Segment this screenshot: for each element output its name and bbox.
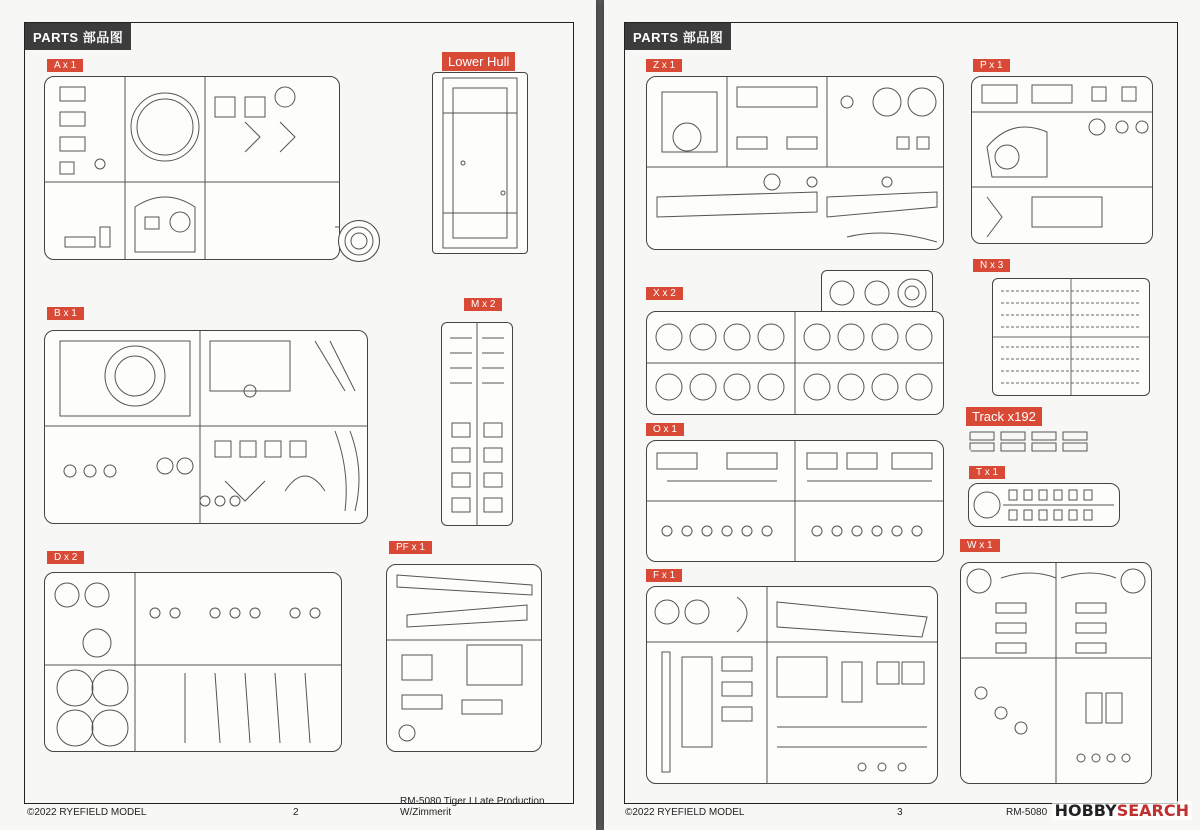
sprue-pf — [386, 564, 542, 752]
hobbysearch-watermark — [1052, 801, 1192, 820]
sprue-b-drawing — [45, 331, 367, 523]
sprue-m-label: M x 2 — [464, 298, 502, 311]
left-parts-header: PARTS 部品图 — [25, 23, 131, 50]
sprue-x-top — [821, 270, 933, 316]
sprue-a-label: A x 1 — [47, 59, 83, 72]
lower-hull-drawing — [433, 73, 527, 253]
sprue-t-label: T x 1 — [969, 466, 1005, 479]
sprue-z-label: Z x 1 — [646, 59, 682, 72]
sprue-pf-drawing — [387, 565, 541, 751]
sprue-f-drawing — [647, 587, 937, 783]
sprue-pf-label: PF x 1 — [389, 541, 432, 554]
sprue-w — [960, 562, 1152, 784]
track-links — [968, 428, 1096, 454]
sprue-d-drawing — [45, 573, 341, 751]
right-footer-product: RM-5080 — [1006, 807, 1048, 818]
sprue-x-label: X x 2 — [646, 287, 683, 300]
sprue-d-label: D x 2 — [47, 551, 84, 564]
track-label: Track x192 — [966, 407, 1042, 426]
lower-hull — [432, 72, 528, 254]
sprue-w-drawing — [961, 563, 1151, 783]
sprue-o-label: O x 1 — [646, 423, 684, 436]
sprue-b-label: B x 1 — [47, 307, 84, 320]
sprue-x — [646, 311, 944, 415]
sprue-p-drawing — [972, 77, 1152, 243]
sprue-f — [646, 586, 938, 784]
sprue-o — [646, 440, 944, 562]
sprue-m-drawing — [442, 323, 512, 525]
sprue-a-wheel — [338, 220, 380, 262]
sprue-p-label: P x 1 — [973, 59, 1010, 72]
sprue-n-label: N x 3 — [973, 259, 1010, 272]
sprue-p — [971, 76, 1153, 244]
right-parts-header: PARTS 部品图 — [625, 23, 731, 50]
sprue-m — [441, 322, 513, 526]
sprue-o-drawing — [647, 441, 943, 561]
watermark-hobby: HOBBY — [1054, 801, 1117, 820]
sprue-a — [44, 76, 340, 260]
sprue-w-label: W x 1 — [960, 539, 1000, 552]
right-footer-page-number: 3 — [897, 807, 903, 818]
left-page — [0, 0, 596, 830]
sprue-b — [44, 330, 368, 524]
sprue-z-drawing — [647, 77, 943, 249]
sprue-x-drawing — [647, 312, 943, 414]
watermark-search: SEARCH — [1116, 801, 1189, 820]
sprue-t — [968, 483, 1120, 527]
lower-hull-label: Lower Hull — [442, 52, 515, 71]
left-footer-copyright: ©2022 RYEFIELD MODEL — [27, 807, 147, 818]
sprue-n — [992, 278, 1150, 396]
sprue-z — [646, 76, 944, 250]
right-page — [604, 0, 1200, 830]
sprue-n-drawing — [993, 279, 1149, 395]
sprue-d — [44, 572, 342, 752]
right-footer-copyright: ©2022 RYEFIELD MODEL — [625, 807, 745, 818]
left-footer-page-number: 2 — [293, 807, 299, 818]
left-footer-product: RM-5080 Tiger I Late Production W/Zimmerit — [400, 796, 545, 818]
sprue-a-drawing — [45, 77, 339, 259]
sprue-f-label: F x 1 — [646, 569, 682, 582]
